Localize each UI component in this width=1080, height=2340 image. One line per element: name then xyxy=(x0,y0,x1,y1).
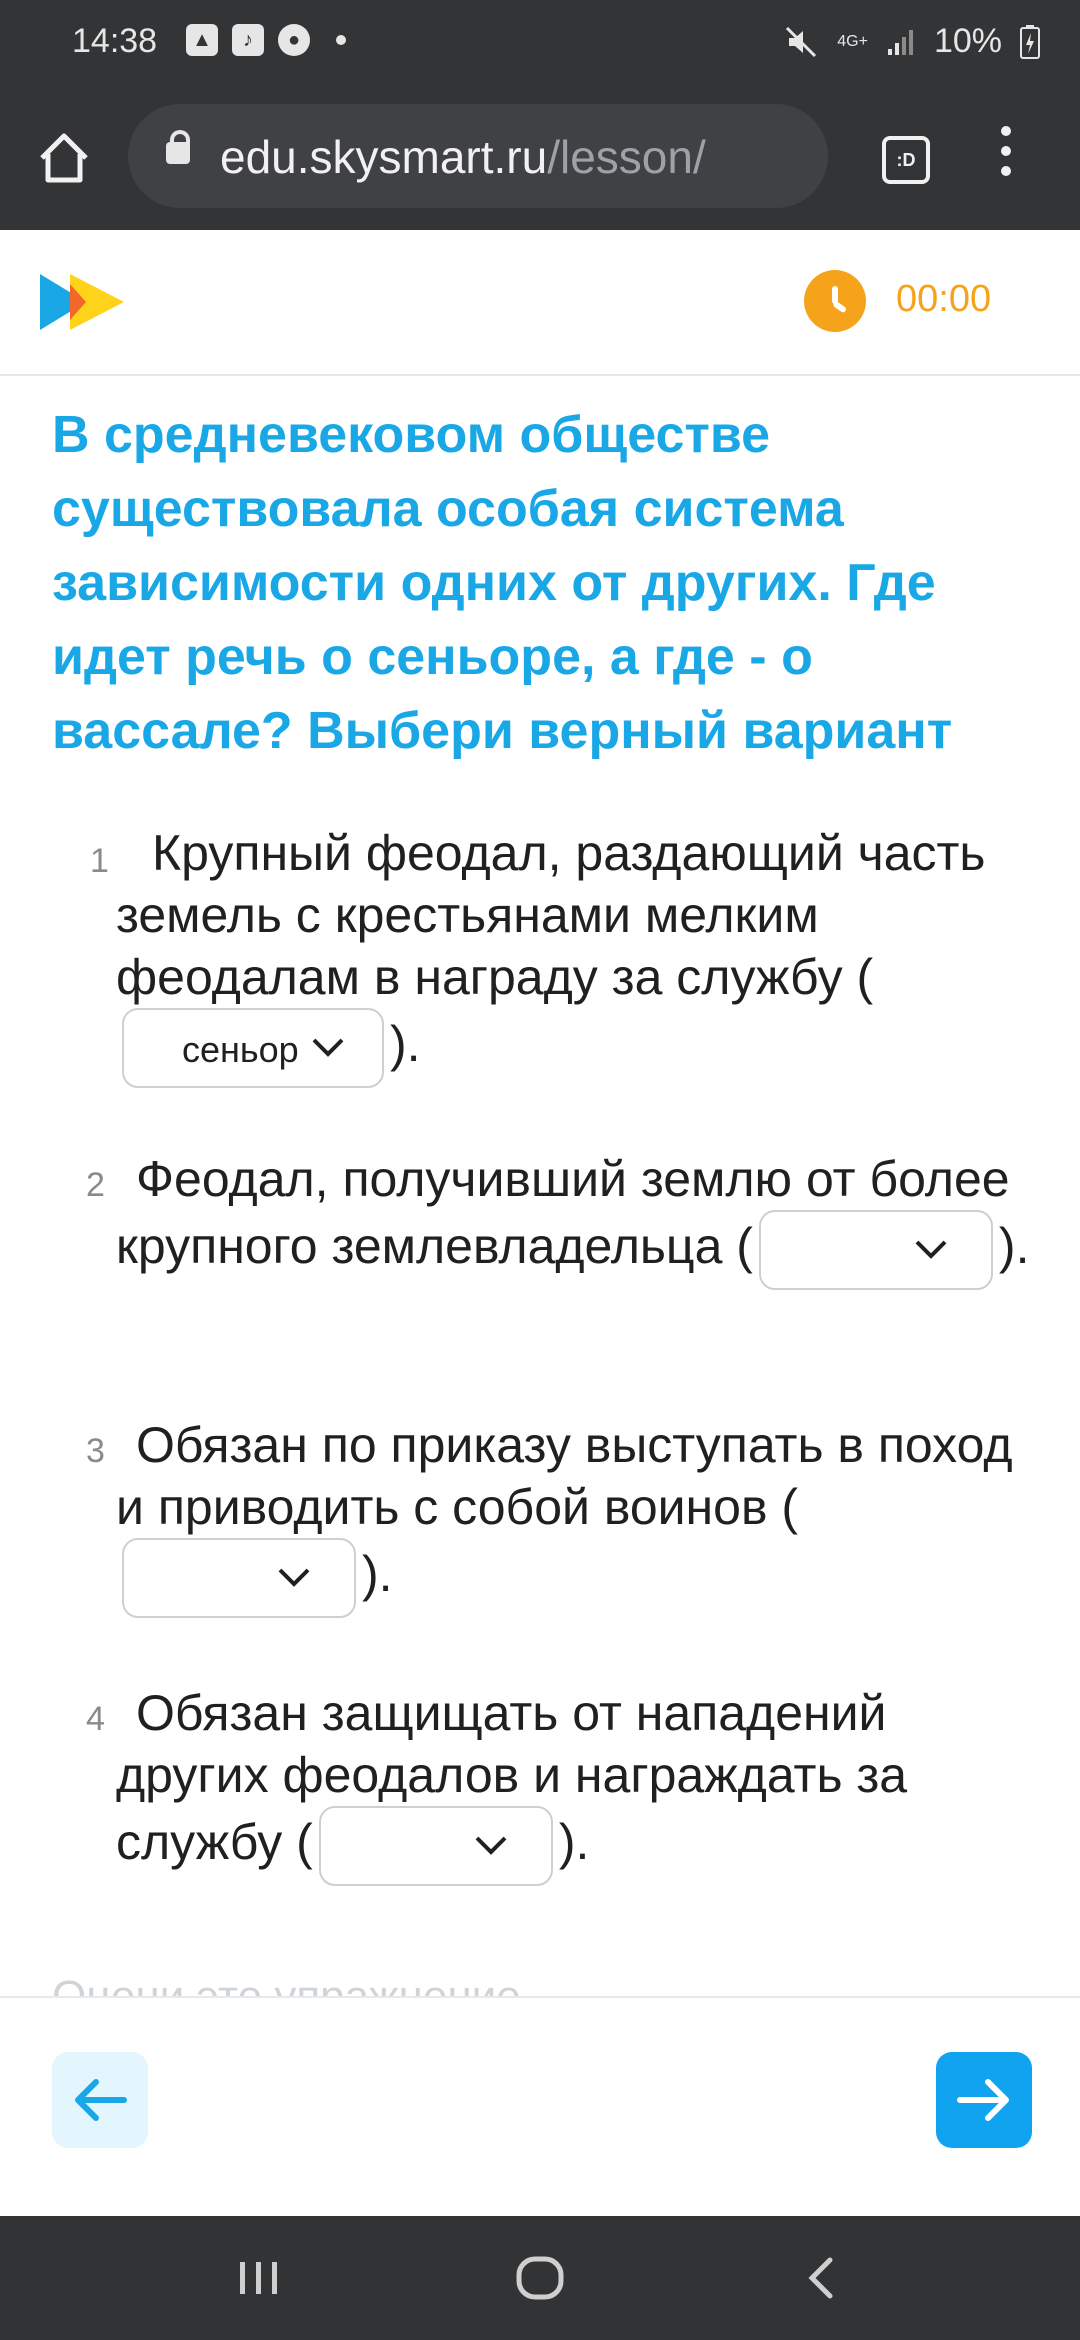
select-value: сеньор xyxy=(182,1029,299,1070)
more-menu-icon[interactable] xyxy=(996,126,1016,186)
item-number: 2 xyxy=(86,1166,105,1204)
browser-toolbar xyxy=(0,84,1080,230)
app-header xyxy=(0,230,1080,376)
answer-select[interactable] xyxy=(319,1806,553,1886)
clock-icon xyxy=(804,270,866,332)
home-icon[interactable] xyxy=(34,128,94,188)
battery-percent: 10% xyxy=(933,22,1002,60)
chevron-down-icon xyxy=(913,1238,949,1260)
item-text: Обязан по приказу выступать в поход и приводить с собой воинов ( xyxy=(116,1417,1013,1535)
chevron-down-icon xyxy=(310,1036,346,1058)
skysmart-logo[interactable] xyxy=(40,270,126,334)
url-text: edu.skysmart.ru/lesson/ xyxy=(220,131,706,183)
address-bar[interactable] xyxy=(128,104,828,208)
item-text: Феодал, получивший землю от более крупного землевладельца ( xyxy=(116,1151,1010,1275)
list-item xyxy=(116,822,1036,1088)
image-icon: ▲ xyxy=(186,24,218,56)
dot-icon xyxy=(336,35,346,45)
recent-apps-icon[interactable] xyxy=(234,2256,284,2300)
rate-exercise-heading xyxy=(52,1972,521,1996)
system-navigation-bar xyxy=(0,2216,1080,2340)
item-number: 4 xyxy=(86,1700,105,1738)
arrow-left-icon xyxy=(52,2052,148,2148)
previous-button[interactable] xyxy=(52,2052,148,2148)
item-end: ). xyxy=(362,1546,393,1603)
answer-select[interactable] xyxy=(122,1008,384,1088)
item-text: Обязан защищать от нападений других феодалов и награждать за службу ( xyxy=(116,1685,908,1871)
network-type: 4G+ xyxy=(837,32,868,50)
item-end: ). xyxy=(558,1814,590,1871)
exercise-navigation xyxy=(0,1996,1080,2218)
next-button[interactable] xyxy=(936,2052,1032,2148)
item-text: Крупный феодал, раздающий часть земель с крестьянами мелким феодалам в награду за службу ( xyxy=(116,825,986,1005)
battery-icon xyxy=(1020,25,1040,59)
back-nav-icon[interactable] xyxy=(800,2256,844,2300)
music-icon: ♪ xyxy=(232,24,264,56)
status-bar xyxy=(0,0,1080,84)
item-number: 3 xyxy=(86,1432,105,1470)
chevron-down-icon xyxy=(276,1566,312,1588)
tab-switcher-button[interactable]: :D xyxy=(882,136,930,184)
lock-icon xyxy=(166,142,190,164)
signal-icon xyxy=(886,27,916,57)
question-title: В средневековом обществе существовала особая система зависимости одних от других. Где идет речь о сеньоре, а где - о вассале? Выбери верный вариант xyxy=(52,406,953,760)
list-item xyxy=(116,1682,1036,1886)
list-item xyxy=(116,1148,1036,1290)
game-icon: ● xyxy=(278,24,310,56)
notification-icons xyxy=(186,24,346,56)
chevron-down-icon xyxy=(473,1834,509,1856)
item-end: ). xyxy=(390,1016,421,1073)
arrow-right-icon xyxy=(936,2052,1032,2148)
timer: 00:00 xyxy=(896,278,992,320)
mute-icon xyxy=(783,24,819,60)
item-number: 1 xyxy=(90,842,109,880)
status-time: 14:38 xyxy=(72,22,158,60)
answer-select[interactable] xyxy=(759,1210,993,1290)
list-item xyxy=(116,1414,1036,1618)
system-status-icons xyxy=(783,22,1040,61)
item-end: ). xyxy=(998,1218,1030,1275)
home-nav-icon[interactable] xyxy=(514,2256,566,2300)
answer-select[interactable] xyxy=(122,1538,356,1618)
